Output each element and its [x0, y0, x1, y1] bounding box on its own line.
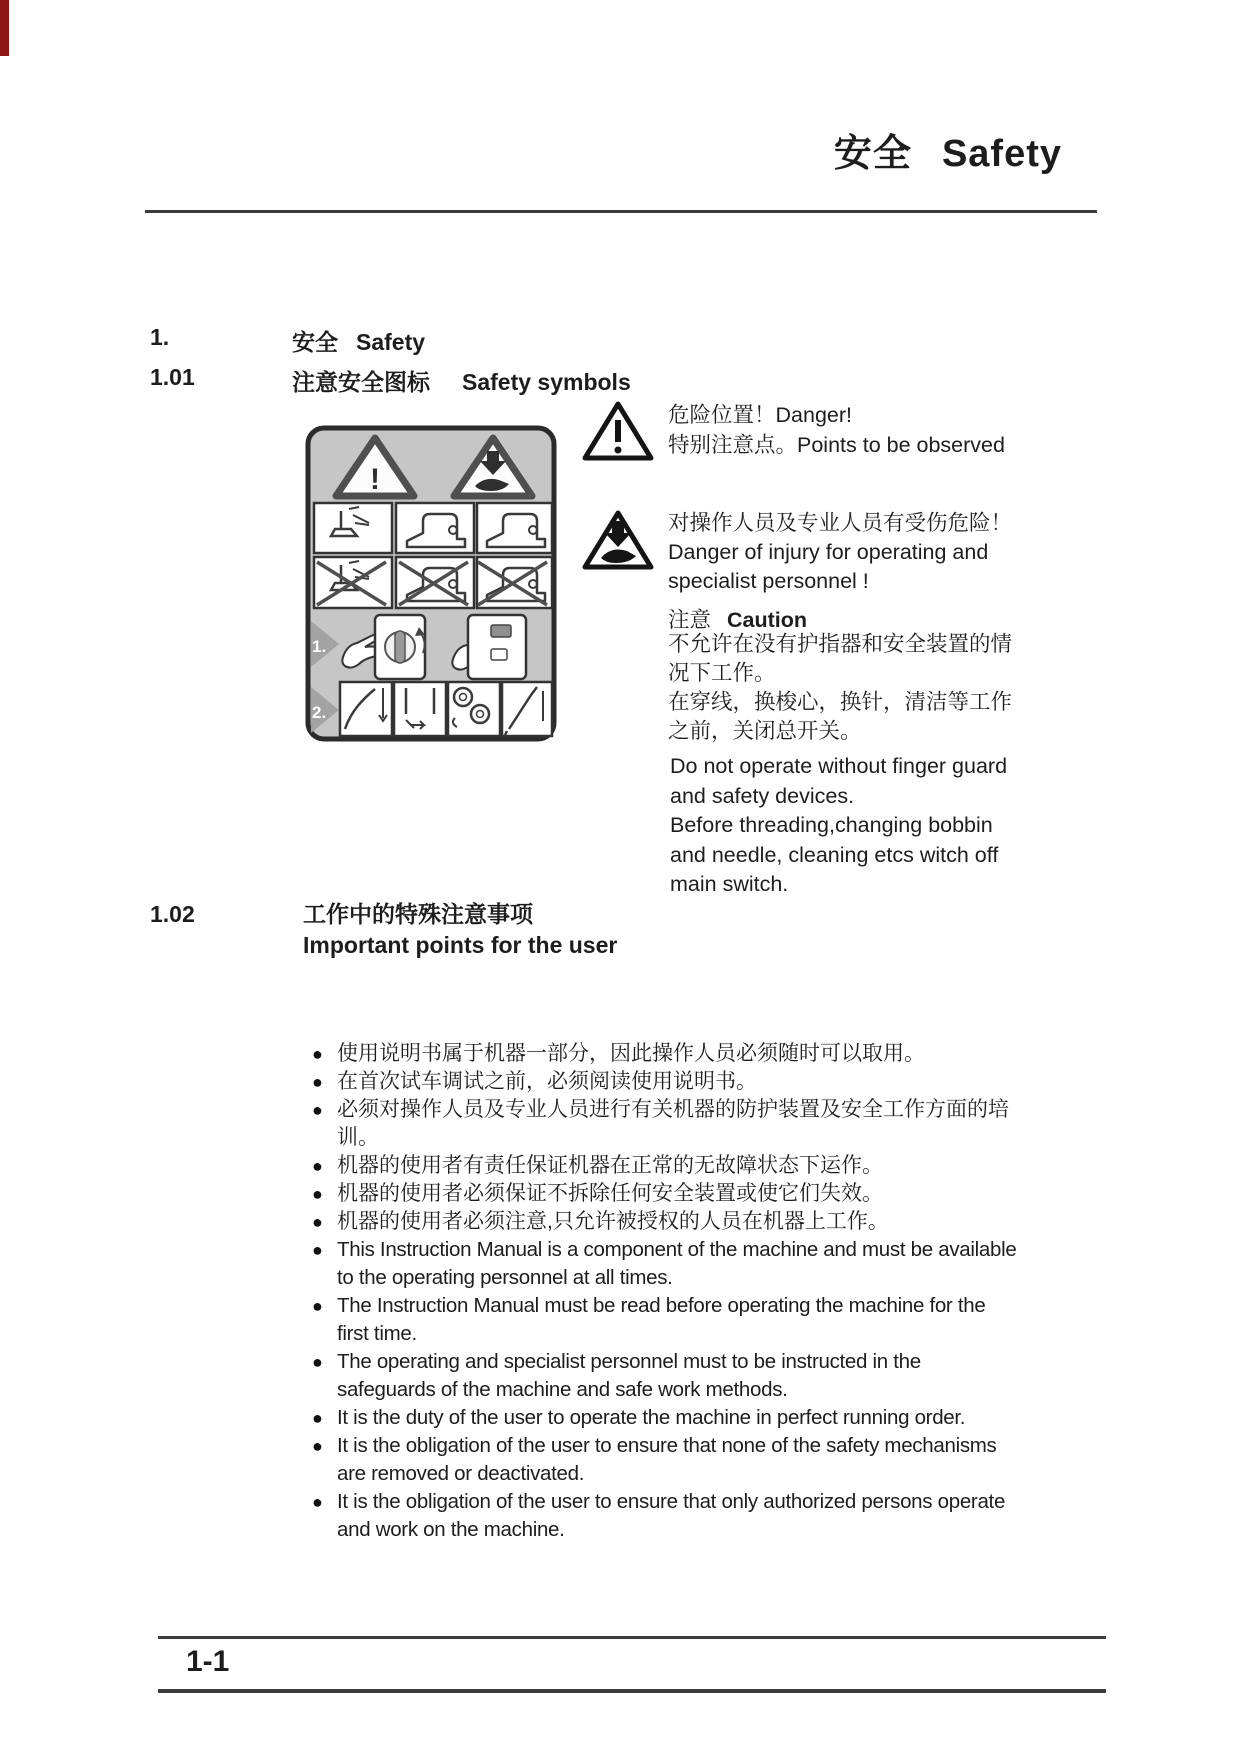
page-number: 1-1 — [186, 1645, 230, 1678]
section-101-title — [292, 364, 631, 397]
safety-pictogram-panel — [305, 425, 557, 742]
injury-triangle-icon — [581, 509, 655, 571]
injury-warning-text — [668, 509, 1012, 596]
footer-rule-bottom — [158, 1689, 1106, 1693]
injury-line-1: 对操作人员及专业人员有受伤危险！ — [668, 511, 1013, 535]
caution-zh-line: 在穿线，换梭心，换针，清洁等工作 — [668, 690, 1013, 714]
hazard-pictogram-needle-icon — [314, 503, 392, 553]
svg-text:!: ! — [370, 463, 380, 496]
scan-artifact — [0, 0, 9, 56]
section-101-number: 1.01 — [150, 364, 195, 390]
list-item-zh-1: ● 使用说明书属于机器一部分，因此操作人员必须随时可以取用。 — [312, 1040, 1018, 1068]
threading-icon — [340, 682, 392, 736]
caution-text-en — [670, 752, 1007, 900]
hazard-pictogram-machine-icon — [477, 503, 552, 553]
section-1-title — [292, 324, 425, 357]
list-item-en-5: ● It is the obligation of the user to ensure that none of the safety mechanisms are removed or deactivated. — [312, 1432, 1018, 1488]
caution-label-en: Caution — [727, 608, 808, 632]
list-item-en-2: ● The Instruction Manual must be read before operating the machine for the first time. — [312, 1292, 1018, 1348]
prohibited-pictogram-needle-icon — [314, 557, 392, 608]
needle-change-icon — [394, 682, 446, 736]
section-102-title — [303, 899, 617, 961]
hazard-pictogram-machine-cover-icon — [396, 503, 474, 553]
section-101-title-zh: 注意安全图标 — [292, 369, 430, 395]
caution-en-line: and needle, cleaning etcs witch off — [670, 842, 999, 867]
caution-en-line: and safety devices. — [670, 783, 855, 808]
danger-triangle-icon — [581, 400, 655, 462]
injury-line-2: Danger of injury for operating and — [668, 540, 989, 564]
section-102-number: 1.02 — [150, 901, 195, 927]
safety-pictogram-panel-graphic — [305, 425, 557, 742]
section-102-title-en: Important points for the user — [303, 932, 618, 958]
list-item-en-3: ● The operating and specialist personnel must to be instructed in the safeguards of the machine and safe work methods. — [312, 1348, 1018, 1404]
caution-en-line: Before threading,changing bobbin — [670, 813, 993, 837]
caution-zh-line: 之前，关闭总开关。 — [668, 719, 862, 743]
section-1-title-en: Safety — [356, 329, 426, 355]
prohibited-pictogram-machine-icon — [477, 557, 552, 608]
page-title — [145, 122, 1062, 177]
page-title-en: Safety — [941, 133, 1062, 175]
section-1-title-zh: 安全 — [292, 329, 338, 355]
list-item-en-1: ● This Instruction Manual is a component of the machine and must be available to the operating personnel at all times. — [312, 1236, 1018, 1292]
bobbin-change-icon — [448, 682, 500, 736]
caution-zh-line: 况下工作。 — [668, 661, 776, 685]
caution-en-line: main switch. — [670, 872, 789, 896]
caution-text-zh — [668, 630, 1012, 746]
list-item-zh-5: ● 机器的使用者必须保证不拆除任何安全装置或使它们失效。 — [312, 1180, 1018, 1208]
important-points-list — [312, 1040, 1018, 1544]
footer-rule-top — [158, 1636, 1106, 1639]
main-switch-button-icon — [468, 615, 526, 679]
list-item-zh-6: ● 机器的使用者必须注意,只允许被授权的人员在机器上工作。 — [312, 1208, 1018, 1236]
header-rule — [145, 210, 1097, 213]
list-item-en-6: ● It is the obligation of the user to ensure that only authorized persons operate and work on the machine. — [312, 1488, 1018, 1544]
main-switch-rotary-icon — [375, 615, 425, 679]
list-item-zh-2: ● 在首次试车调试之前，必须阅读使用说明书。 — [312, 1068, 1018, 1096]
section-102-title-zh: 工作中的特殊注意事项 — [303, 901, 533, 927]
list-item-zh-4: ● 机器的使用者有责任保证机器在正常的无故障状态下运作。 — [312, 1152, 1018, 1180]
caution-en-line: Do not operate without finger guard — [670, 754, 1008, 778]
list-item-en-4: ● It is the duty of the user to operate the machine in perfect running order. — [312, 1404, 1018, 1432]
danger-warning-text — [668, 400, 1005, 460]
svg-text:1.: 1. — [312, 637, 327, 656]
injury-line-3: specialist personnel ! — [668, 569, 869, 593]
section-101-title-en: Safety symbols — [462, 369, 631, 395]
danger-line-2: 特别注意点。Points to be observed — [668, 433, 1005, 457]
svg-text:2.: 2. — [312, 703, 327, 722]
prohibited-pictogram-machine-cover-icon — [396, 557, 474, 608]
page-title-zh: 安全 — [833, 133, 912, 175]
danger-line-1: 危险位置！Danger! — [668, 403, 852, 427]
list-item-zh-3: ● 必须对操作人员及专业人员进行有关机器的防护装置及安全工作方面的培训。 — [312, 1096, 1018, 1152]
caution-label-zh: 注意 — [668, 608, 712, 632]
section-1-number: 1. — [150, 324, 170, 350]
caution-zh-line: 不允许在没有护指器和安全装置的情 — [668, 632, 1013, 656]
cleaning-icon — [502, 682, 552, 736]
